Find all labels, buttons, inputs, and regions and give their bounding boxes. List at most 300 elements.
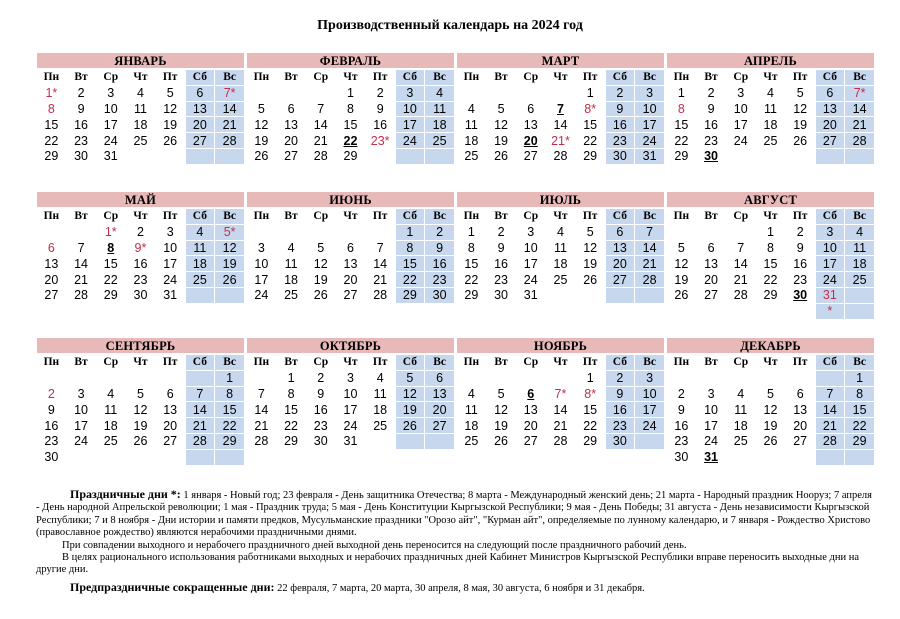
day-cell: 10	[516, 240, 546, 256]
short-day: 20	[516, 133, 546, 149]
day-cell	[155, 449, 185, 465]
day-cell: 2	[605, 370, 635, 386]
month-7	[456, 191, 665, 304]
day-cell: 12	[306, 256, 336, 272]
day-cell: 2	[365, 85, 395, 101]
weekday-label: Вс	[215, 209, 245, 225]
day-cell	[756, 370, 786, 386]
day-cell: 10	[247, 256, 277, 272]
day-cell	[516, 85, 546, 101]
short-day: 30	[696, 148, 726, 164]
day-cell: 19	[126, 418, 156, 434]
day-cell: 11	[185, 240, 215, 256]
weekday-label: Чт	[336, 355, 366, 371]
week-row	[37, 433, 245, 449]
week-row	[247, 287, 455, 303]
day-cell	[126, 148, 156, 164]
day-cell: 14	[365, 256, 395, 272]
day-cell	[815, 370, 845, 386]
week-row	[457, 386, 665, 402]
day-cell: 12	[486, 402, 516, 418]
weekday-label: Сб	[815, 355, 845, 371]
day-cell: 18	[845, 256, 875, 272]
day-cell	[696, 303, 726, 319]
day-cell: 18	[276, 272, 306, 288]
weekday-label: Чт	[546, 70, 576, 86]
day-cell: 30	[306, 433, 336, 449]
day-cell: 9	[667, 402, 697, 418]
weekday-label: Вс	[635, 209, 665, 225]
day-cell: 21	[306, 133, 336, 149]
week-row	[247, 418, 455, 434]
day-cell: 17	[96, 117, 126, 133]
day-cell: 25	[546, 272, 576, 288]
day-cell	[546, 287, 576, 303]
day-cell: 3	[66, 386, 96, 402]
day-cell	[726, 449, 756, 465]
day-cell: 19	[486, 418, 516, 434]
day-cell: 12	[247, 117, 277, 133]
day-cell: 2	[306, 370, 336, 386]
day-cell: 20	[37, 272, 67, 288]
week-row	[37, 148, 245, 164]
day-cell: 19	[215, 256, 245, 272]
day-cell: 29	[457, 287, 487, 303]
day-cell: 31	[96, 148, 126, 164]
weekday-label: Пн	[667, 70, 697, 86]
month-name: ФЕВРАЛЬ	[246, 52, 455, 69]
day-cell: 27	[425, 418, 455, 434]
day-cell	[546, 370, 576, 386]
day-cell: 3	[395, 85, 425, 101]
week-row	[37, 287, 245, 303]
weekday-label: Вт	[276, 209, 306, 225]
day-cell: 14	[546, 117, 576, 133]
day-cell: 10	[635, 386, 665, 402]
day-cell: 15	[845, 402, 875, 418]
day-cell: 26	[667, 287, 697, 303]
month-2	[246, 52, 455, 165]
day-cell: 12	[215, 240, 245, 256]
day-cell	[365, 224, 395, 240]
weekday-label: Ср	[516, 70, 546, 86]
day-cell: 24	[96, 133, 126, 149]
day-cell: 30	[425, 287, 455, 303]
day-cell	[215, 449, 245, 465]
day-cell: 4	[756, 85, 786, 101]
month-name: ОКТЯБРЬ	[246, 337, 455, 354]
week-row	[247, 402, 455, 418]
day-cell: 15	[37, 117, 67, 133]
day-cell: 15	[575, 402, 605, 418]
weekday-label: Пт	[365, 355, 395, 371]
holidays-text: 1 января - Новый год; 23 февраля - День защитника Отечества; 8 марта - Международный женский день; 21 марта - Народный праздник Нооруз; 7 апреля - День народной Апрельской революции; 1 мая - Праздник труда; 5 мая - День Конституции Кыргызской Республики; 9 мая - День Победы; 31 августа - День независимости Кыргызской Республики; 7 и 8 ноября - Дни истории и памяти предков, Мусульманские праздники "Орозо айт", "Курман айт", определяемые по лунному календарю, и 7 января - Рождество Христово (православное рождество) являются нерабочими праздничными днями.	[36, 490, 872, 539]
day-cell: 5	[126, 386, 156, 402]
day-cell: 11	[365, 386, 395, 402]
day-cell: 16	[605, 402, 635, 418]
week-row	[247, 224, 455, 240]
day-cell: 5	[785, 85, 815, 101]
week-row	[457, 148, 665, 164]
day-cell: 5	[667, 240, 697, 256]
day-cell: 22	[667, 133, 697, 149]
day-cell: 14	[306, 117, 336, 133]
week-row	[457, 418, 665, 434]
day-cell: 25	[96, 433, 126, 449]
week-row	[667, 287, 875, 303]
week-row	[667, 272, 875, 288]
short-day: 31	[696, 449, 726, 465]
weekday-label: Пт	[575, 209, 605, 225]
day-cell	[785, 370, 815, 386]
day-cell: 25	[425, 133, 455, 149]
day-cell: 8	[336, 101, 366, 117]
day-cell: 24	[815, 272, 845, 288]
day-cell: 30	[605, 433, 635, 449]
day-cell: 10	[395, 101, 425, 117]
weekday-label: Сб	[605, 209, 635, 225]
day-cell: 25	[457, 433, 487, 449]
day-cell	[667, 370, 697, 386]
day-cell: 2	[785, 224, 815, 240]
day-cell: 11	[845, 240, 875, 256]
day-cell: 13	[155, 402, 185, 418]
day-cell: 25	[457, 148, 487, 164]
day-cell: 5	[395, 370, 425, 386]
day-cell: 2	[667, 386, 697, 402]
day-cell	[726, 224, 756, 240]
weekday-label: Вт	[486, 209, 516, 225]
day-cell	[185, 449, 215, 465]
week-row	[457, 370, 665, 386]
day-cell: 26	[395, 418, 425, 434]
weekday-label: Пн	[37, 355, 67, 371]
weekday-label: Ср	[726, 355, 756, 371]
rational-text: В целях рационального использования работниками выходных и нерабочих праздничных дней Кабинет Министров Кыргызской Республики вправе переносить выходные дни на другие дни.	[36, 552, 860, 576]
week-row	[37, 224, 245, 240]
day-cell: 19	[486, 133, 516, 149]
day-cell	[126, 370, 156, 386]
holiday-day: 9*	[126, 240, 156, 256]
day-cell	[667, 224, 697, 240]
month-name: ДЕКАБРЬ	[666, 337, 875, 354]
day-cell	[425, 148, 455, 164]
day-cell: 5	[486, 101, 516, 117]
weekday-label: Пн	[37, 70, 67, 86]
day-cell	[756, 449, 786, 465]
day-cell: 18	[96, 418, 126, 434]
day-cell: 9	[37, 402, 67, 418]
weekday-header	[37, 355, 245, 371]
week-row	[457, 85, 665, 101]
day-cell: 27	[815, 133, 845, 149]
week-row	[37, 386, 245, 402]
weekday-label: Сб	[185, 209, 215, 225]
holiday-day: *	[815, 303, 845, 319]
weekday-label: Вт	[486, 355, 516, 371]
day-cell	[395, 433, 425, 449]
week-row	[667, 117, 875, 133]
short-days-text: 22 февраля, 7 марта, 20 марта, 30 апреля, 8 мая, 30 августа, 6 ноября и 31 декабря.	[274, 582, 645, 594]
day-cell	[37, 224, 67, 240]
day-cell: 30	[126, 287, 156, 303]
day-cell	[605, 287, 635, 303]
day-cell: 27	[185, 133, 215, 149]
week-row	[667, 402, 875, 418]
page-title: Производственный календарь на 2024 год	[317, 18, 583, 33]
day-cell: 16	[37, 418, 67, 434]
day-cell: 18	[185, 256, 215, 272]
day-cell: 6	[155, 386, 185, 402]
day-cell	[667, 303, 697, 319]
day-cell: 6	[185, 85, 215, 101]
week-row	[37, 402, 245, 418]
short-day: 8	[96, 240, 126, 256]
day-cell: 24	[247, 287, 277, 303]
day-cell: 7	[365, 240, 395, 256]
day-cell: 14	[247, 402, 277, 418]
day-cell: 6	[516, 101, 546, 117]
day-cell: 13	[605, 240, 635, 256]
day-cell: 1	[575, 370, 605, 386]
day-cell: 20	[605, 256, 635, 272]
weekday-label: Чт	[126, 355, 156, 371]
day-cell: 19	[575, 256, 605, 272]
day-cell: 3	[696, 386, 726, 402]
day-cell: 19	[247, 133, 277, 149]
weekday-label: Ср	[96, 355, 126, 371]
weekday-label: Вт	[696, 209, 726, 225]
week-row	[667, 224, 875, 240]
day-cell: 19	[306, 272, 336, 288]
day-cell: 9	[365, 101, 395, 117]
day-cell: 6	[276, 101, 306, 117]
day-cell: 19	[785, 117, 815, 133]
week-row	[247, 370, 455, 386]
week-row	[457, 224, 665, 240]
weekday-label: Пт	[575, 70, 605, 86]
day-cell: 27	[605, 272, 635, 288]
day-cell: 10	[696, 402, 726, 418]
day-cell: 12	[395, 386, 425, 402]
weekday-label: Ср	[306, 355, 336, 371]
weekday-label: Чт	[126, 209, 156, 225]
day-cell: 26	[486, 148, 516, 164]
day-cell: 20	[425, 402, 455, 418]
month-9	[36, 337, 245, 466]
weekday-label: Сб	[605, 70, 635, 86]
day-cell: 13	[815, 101, 845, 117]
day-cell: 19	[395, 402, 425, 418]
day-cell	[756, 148, 786, 164]
day-cell: 18	[365, 402, 395, 418]
weekday-label: Вт	[276, 355, 306, 371]
day-cell: 29	[215, 433, 245, 449]
day-cell: 23	[486, 272, 516, 288]
week-row	[247, 240, 455, 256]
day-cell	[185, 287, 215, 303]
day-cell: 20	[516, 418, 546, 434]
holiday-day: 7*	[546, 386, 576, 402]
week-row	[247, 386, 455, 402]
weekday-header	[247, 209, 455, 225]
day-cell: 25	[845, 272, 875, 288]
day-cell: 14	[215, 101, 245, 117]
day-cell	[215, 148, 245, 164]
month-name: ИЮНЬ	[246, 191, 455, 208]
day-cell	[336, 224, 366, 240]
day-cell: 23	[605, 418, 635, 434]
day-cell: 26	[247, 148, 277, 164]
weekday-label: Вт	[696, 70, 726, 86]
week-row	[247, 256, 455, 272]
day-cell: 2	[126, 224, 156, 240]
day-cell	[215, 287, 245, 303]
weekday-label: Пн	[457, 355, 487, 371]
day-cell: 28	[66, 287, 96, 303]
weekday-label: Вс	[425, 209, 455, 225]
day-cell: 13	[516, 402, 546, 418]
week-row	[667, 256, 875, 272]
day-cell: 18	[126, 117, 156, 133]
month-name: МАЙ	[36, 191, 245, 208]
day-cell: 6	[336, 240, 366, 256]
short-day: 30	[785, 287, 815, 303]
day-cell: 25	[276, 287, 306, 303]
week-row	[457, 256, 665, 272]
day-cell: 14	[635, 240, 665, 256]
weekday-label: Вс	[845, 355, 875, 371]
day-cell: 11	[457, 402, 487, 418]
day-cell: 17	[247, 272, 277, 288]
week-row	[667, 133, 875, 149]
day-cell: 1	[215, 370, 245, 386]
day-cell: 22	[575, 133, 605, 149]
week-row	[667, 85, 875, 101]
day-cell	[66, 370, 96, 386]
day-cell: 22	[756, 272, 786, 288]
weekday-label: Ср	[306, 70, 336, 86]
day-cell: 11	[425, 101, 455, 117]
week-row	[667, 370, 875, 386]
week-row	[37, 133, 245, 149]
weekday-label: Пн	[247, 70, 277, 86]
day-cell: 12	[756, 402, 786, 418]
week-row	[37, 370, 245, 386]
day-cell: 1	[457, 224, 487, 240]
day-cell: 14	[185, 402, 215, 418]
day-cell: 4	[457, 101, 487, 117]
week-row	[457, 240, 665, 256]
day-cell: 21	[215, 117, 245, 133]
day-cell: 27	[37, 287, 67, 303]
day-cell: 8	[276, 386, 306, 402]
weekday-label: Сб	[815, 70, 845, 86]
day-cell: 16	[667, 418, 697, 434]
day-cell: 13	[425, 386, 455, 402]
day-cell: 27	[276, 148, 306, 164]
day-cell	[247, 370, 277, 386]
day-cell: 20	[696, 272, 726, 288]
day-cell: 27	[696, 287, 726, 303]
day-cell: 10	[155, 240, 185, 256]
week-row	[667, 148, 875, 164]
day-cell: 7	[726, 240, 756, 256]
day-cell: 4	[185, 224, 215, 240]
day-cell: 30	[66, 148, 96, 164]
day-cell: 3	[155, 224, 185, 240]
day-cell: 23	[785, 272, 815, 288]
week-row	[667, 303, 875, 319]
day-cell: 24	[336, 418, 366, 434]
day-cell: 11	[276, 256, 306, 272]
day-cell: 10	[66, 402, 96, 418]
day-cell: 7	[635, 224, 665, 240]
day-cell	[306, 224, 336, 240]
day-cell	[815, 148, 845, 164]
day-cell: 10	[635, 101, 665, 117]
day-cell: 28	[845, 133, 875, 149]
day-cell: 16	[785, 256, 815, 272]
day-cell: 26	[756, 433, 786, 449]
day-cell: 19	[155, 117, 185, 133]
day-cell: 8	[395, 240, 425, 256]
day-cell	[247, 224, 277, 240]
day-cell	[365, 433, 395, 449]
day-cell: 15	[215, 402, 245, 418]
day-cell: 6	[785, 386, 815, 402]
day-cell: 20	[336, 272, 366, 288]
day-cell: 26	[215, 272, 245, 288]
day-cell: 23	[306, 418, 336, 434]
day-cell: 22	[37, 133, 67, 149]
day-cell: 22	[276, 418, 306, 434]
weekday-label: Вт	[486, 70, 516, 86]
day-cell: 26	[785, 133, 815, 149]
weekday-label: Сб	[395, 355, 425, 371]
day-cell: 22	[215, 418, 245, 434]
weekday-label: Пт	[365, 209, 395, 225]
day-cell: 4	[425, 85, 455, 101]
day-cell: 29	[575, 148, 605, 164]
day-cell: 17	[516, 256, 546, 272]
weekday-label: Сб	[815, 209, 845, 225]
day-cell: 15	[395, 256, 425, 272]
day-cell: 29	[667, 148, 697, 164]
day-cell: 16	[696, 117, 726, 133]
day-cell: 9	[605, 101, 635, 117]
day-cell: 12	[126, 402, 156, 418]
weekday-label: Вс	[635, 70, 665, 86]
day-cell: 9	[785, 240, 815, 256]
weekday-label: Вт	[276, 70, 306, 86]
day-cell	[726, 303, 756, 319]
weekday-label: Ср	[516, 209, 546, 225]
day-cell: 31	[336, 433, 366, 449]
holiday-day: 1*	[96, 224, 126, 240]
day-cell: 6	[696, 240, 726, 256]
day-cell: 3	[336, 370, 366, 386]
day-cell: 23	[425, 272, 455, 288]
holiday-day: 8	[667, 101, 697, 117]
day-cell	[845, 449, 875, 465]
day-cell: 29	[575, 433, 605, 449]
weekday-header	[667, 355, 875, 371]
weekday-label: Пн	[457, 70, 487, 86]
day-cell: 21	[185, 418, 215, 434]
weekday-label: Сб	[185, 70, 215, 86]
holiday-day: 6	[37, 240, 67, 256]
